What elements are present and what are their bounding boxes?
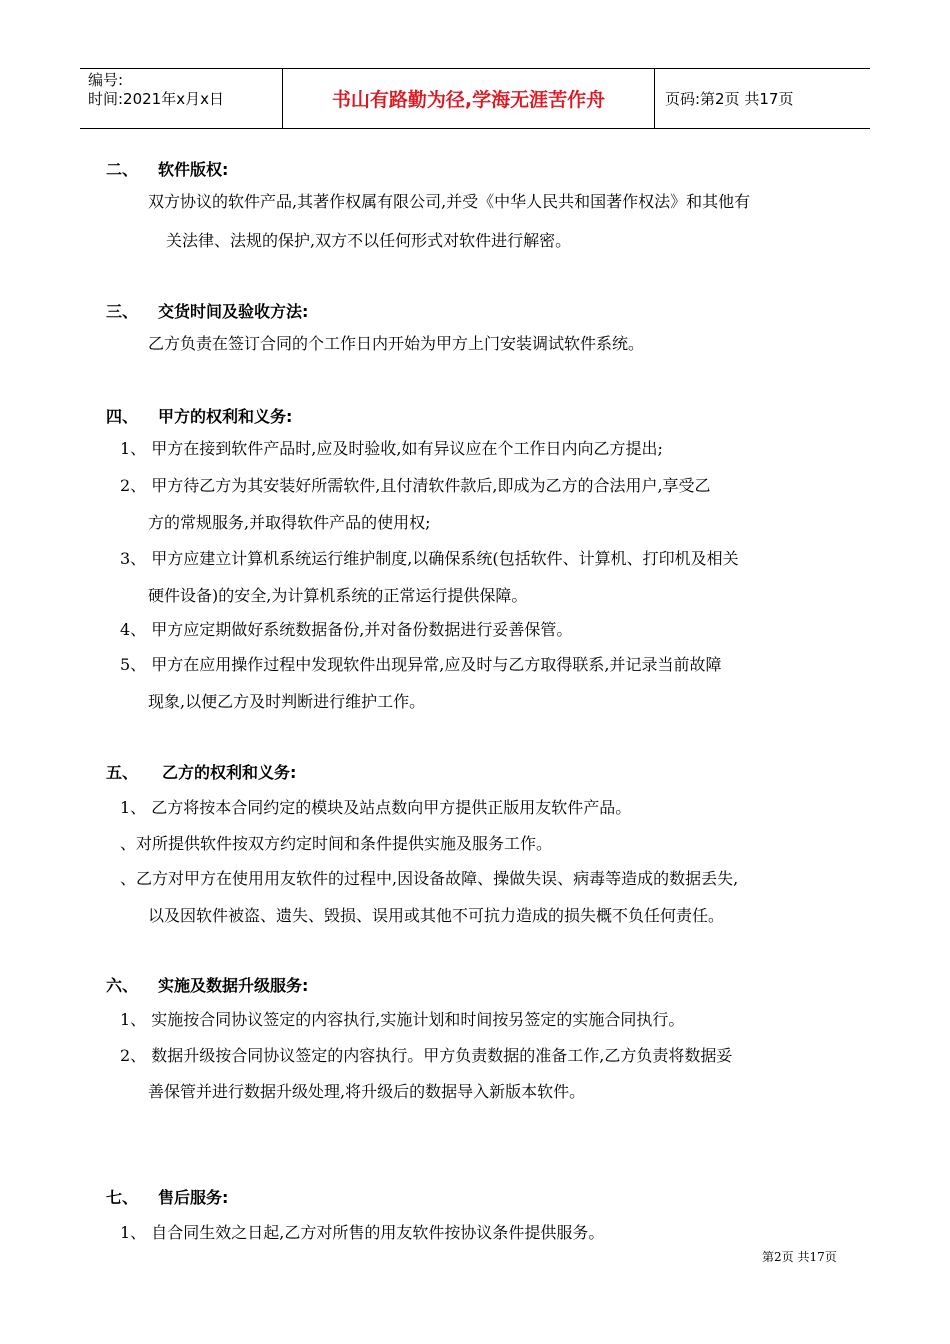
paragraph-line: 双方协议的软件产品,其著作权属有限公司,并受《中华人民共和国著作权法》和其他有 <box>148 192 751 211</box>
section-heading-4: 四、 甲方的权利和义务: <box>106 407 293 426</box>
list-item: 5、 甲方在应用操作过程中发现软件出现异常,应及时与乙方取得联系,并记录当前故障 <box>120 655 722 674</box>
list-item-continuation: 善保管并进行数据升级处理,将升级后的数据导入新版本软件。 <box>148 1082 586 1101</box>
section-heading-2: 二、 软件版权: <box>106 160 229 179</box>
list-item-continuation: 方的常规服务,并取得软件产品的使用权; <box>148 513 431 532</box>
header-motto: 书山有路勤为径,学海无涯苦作舟 <box>283 69 655 128</box>
list-item: 、乙方对甲方在使用用友软件的过程中,因设备故障、操做失误、病毒等造成的数据丢失, <box>120 869 739 888</box>
list-item: 1、 甲方在接到软件产品时,应及时验收,如有异议应在个工作日内向乙方提出; <box>120 439 663 458</box>
list-item: 2、 甲方待乙方为其安装好所需软件,且付清软件款后,即成为乙方的合法用户,享受乙 <box>120 476 711 495</box>
list-item: 4、 甲方应定期做好系统数据备份,并对备份数据进行妥善保管。 <box>120 620 573 639</box>
list-item: 3、 甲方应建立计算机系统运行维护制度,以确保系统(包括软件、计算机、打印机及相关 <box>120 549 739 568</box>
header-meta <box>80 69 283 128</box>
paragraph-line: 乙方负责在签订合同的个工作日内开始为甲方上门安装调试软件系统。 <box>148 334 645 353</box>
document-time: 时间:2021年x月x日 <box>88 90 224 108</box>
section-heading-7: 七、 售后服务: <box>106 1188 229 1207</box>
page-footer: 第2页 共17页 <box>762 1250 837 1264</box>
list-item: 1、 乙方将按本合同约定的模块及站点数向甲方提供正版用友软件产品。 <box>120 798 632 817</box>
list-item: 1、 自合同生效之日起,乙方对所售的用友软件按协议条件提供服务。 <box>120 1223 605 1242</box>
list-item: 1、 实施按合同协议签定的内容执行,实施计划和时间按另签定的实施合同执行。 <box>120 1010 685 1029</box>
paragraph-line: 关法律、法规的保护,双方不以任何形式对软件进行解密。 <box>166 231 572 250</box>
section-heading-6: 六、 实施及数据升级服务: <box>106 976 309 995</box>
section-heading-3: 三、 交货时间及验收方法: <box>106 302 309 321</box>
list-item-continuation: 现象,以便乙方及时判断进行维护工作。 <box>148 692 426 711</box>
document-number-label: 编号: <box>88 71 124 89</box>
header-page-info: 页码:第2页 共17页 <box>665 90 794 108</box>
page-header <box>80 68 870 129</box>
list-item: 2、 数据升级按合同协议签定的内容执行。甲方负责数据的准备工作,乙方负责将数据妥 <box>120 1046 733 1065</box>
list-item-continuation: 以及因软件被盗、遗失、毁损、误用或其他不可抗力造成的损失概不负任何责任。 <box>148 906 725 925</box>
list-item-continuation: 硬件设备)的安全,为计算机系统的正常运行提供保障。 <box>148 586 528 605</box>
list-item: 、对所提供软件按双方约定时间和条件提供实施及服务工作。 <box>120 834 553 853</box>
section-heading-5: 五、 乙方的权利和义务: <box>106 763 297 782</box>
